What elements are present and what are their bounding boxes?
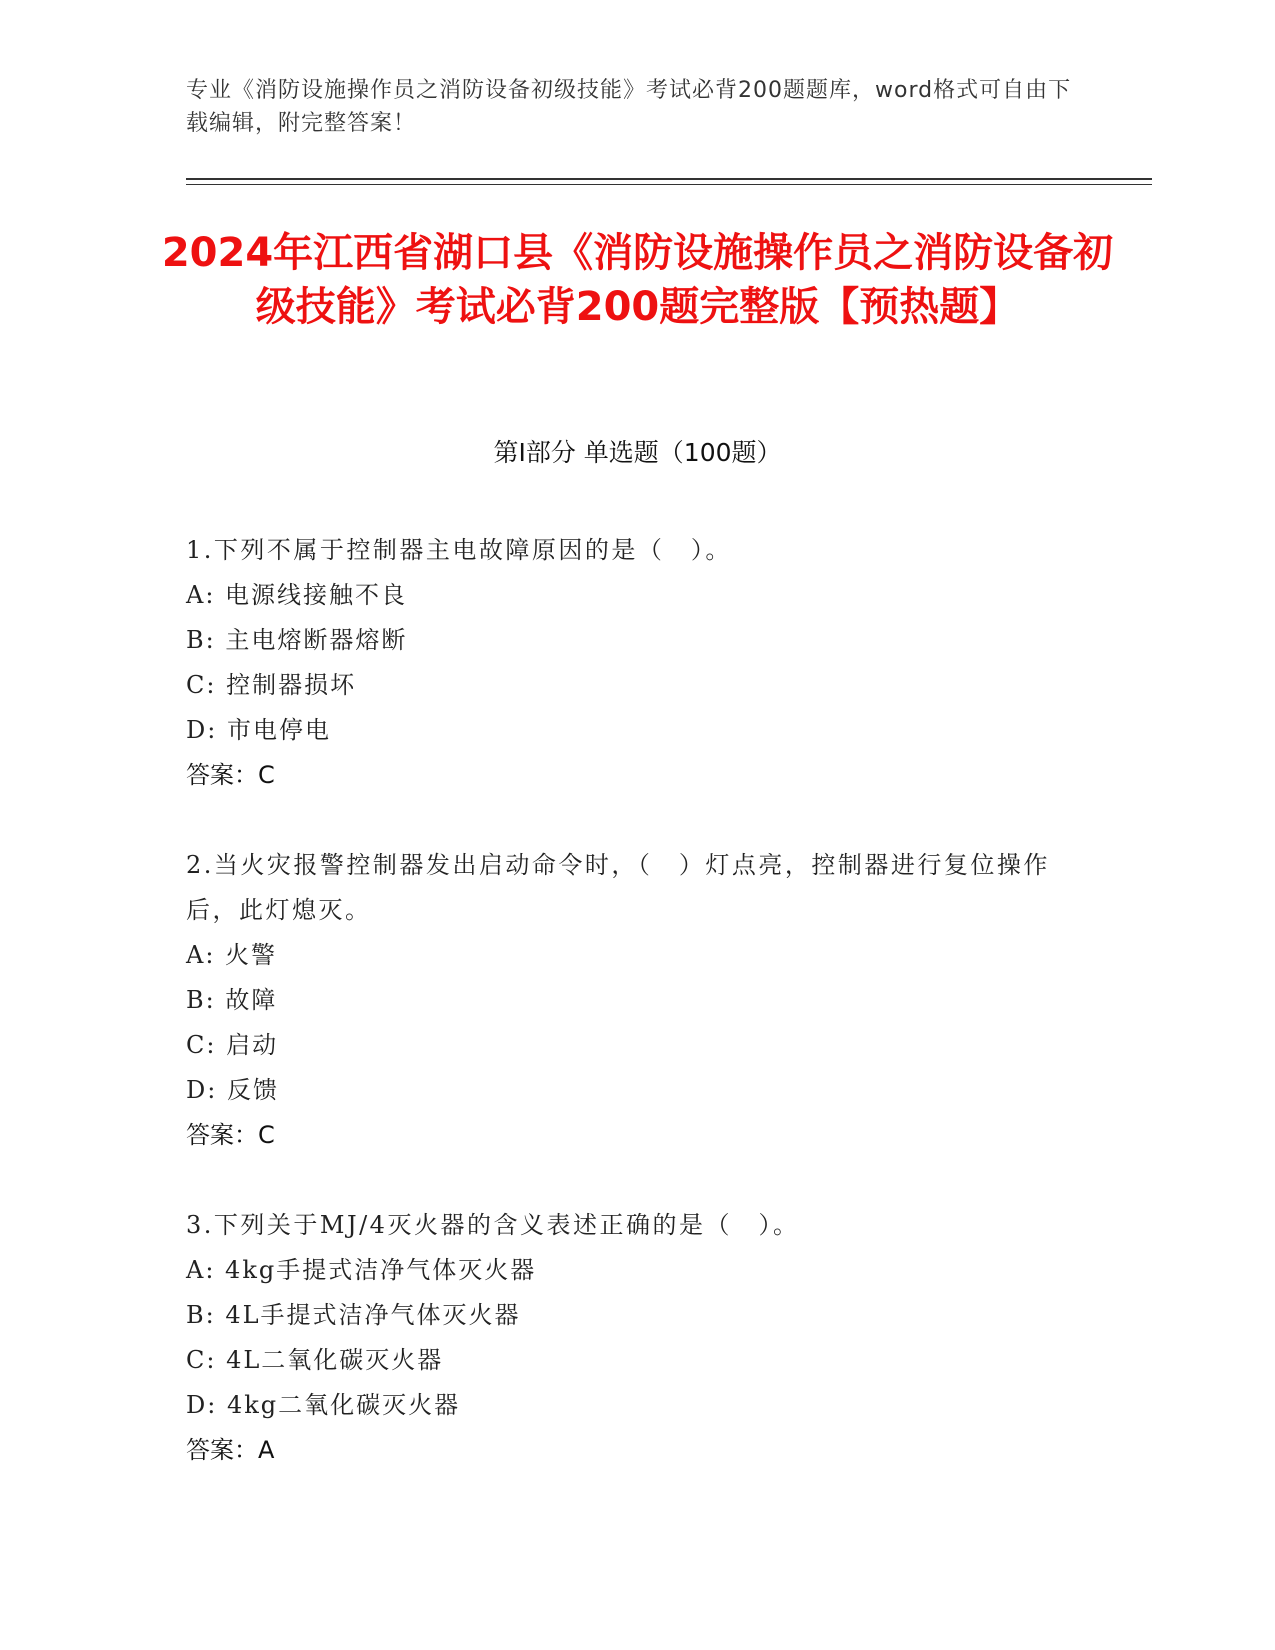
question-1 (186, 528, 1056, 798)
question-stem: 3.下列关于MJ/4灭火器的含义表述正确的是（ ）。 (186, 1211, 800, 1239)
section-heading: 第I部分 单选题（100题） (493, 438, 782, 467)
option-a: A: 4kg手提式洁净气体灭火器 (186, 1256, 537, 1284)
header-rule-thick (186, 178, 1152, 180)
option-a: A: 火警 (186, 941, 278, 969)
header-rule-thin (186, 184, 1152, 185)
question-stem: 2.当火灾报警控制器发出启动命令时，（ ）灯点亮，控制器进行复位操作后，此灯熄灭。 (186, 851, 1050, 924)
question-list (186, 528, 1056, 1518)
answer: 答案：C (186, 761, 275, 789)
answer: 答案：A (186, 1436, 275, 1464)
question-2 (186, 843, 1056, 1158)
option-d: D: 4kg二氧化碳灭火器 (186, 1391, 461, 1419)
option-b: B: 故障 (186, 986, 278, 1014)
option-c: C: 控制器损坏 (186, 671, 357, 699)
question-stem: 1.下列不属于控制器主电故障原因的是（ ）。 (186, 536, 732, 564)
document-title: 2024年江西省湖口县《消防设施操作员之消防设备初级技能》考试必背200题完整版【预热题】 (161, 230, 1114, 330)
option-d: D: 市电停电 (186, 716, 331, 744)
question-3 (186, 1203, 1056, 1473)
header-note: 专业《消防设施操作员之消防设备初级技能》考试必背200题题库，word格式可自由下载编辑，附完整答案！ (186, 78, 1072, 136)
option-b: B: 主电熔断器熔断 (186, 626, 408, 654)
option-c: C: 启动 (186, 1031, 279, 1059)
option-d: D: 反馈 (186, 1076, 279, 1104)
option-b: B: 4L手提式洁净气体灭火器 (186, 1301, 521, 1329)
option-c: C: 4L二氧化碳灭火器 (186, 1346, 444, 1374)
answer: 答案：C (186, 1121, 275, 1149)
option-a: A: 电源线接触不良 (186, 581, 408, 609)
